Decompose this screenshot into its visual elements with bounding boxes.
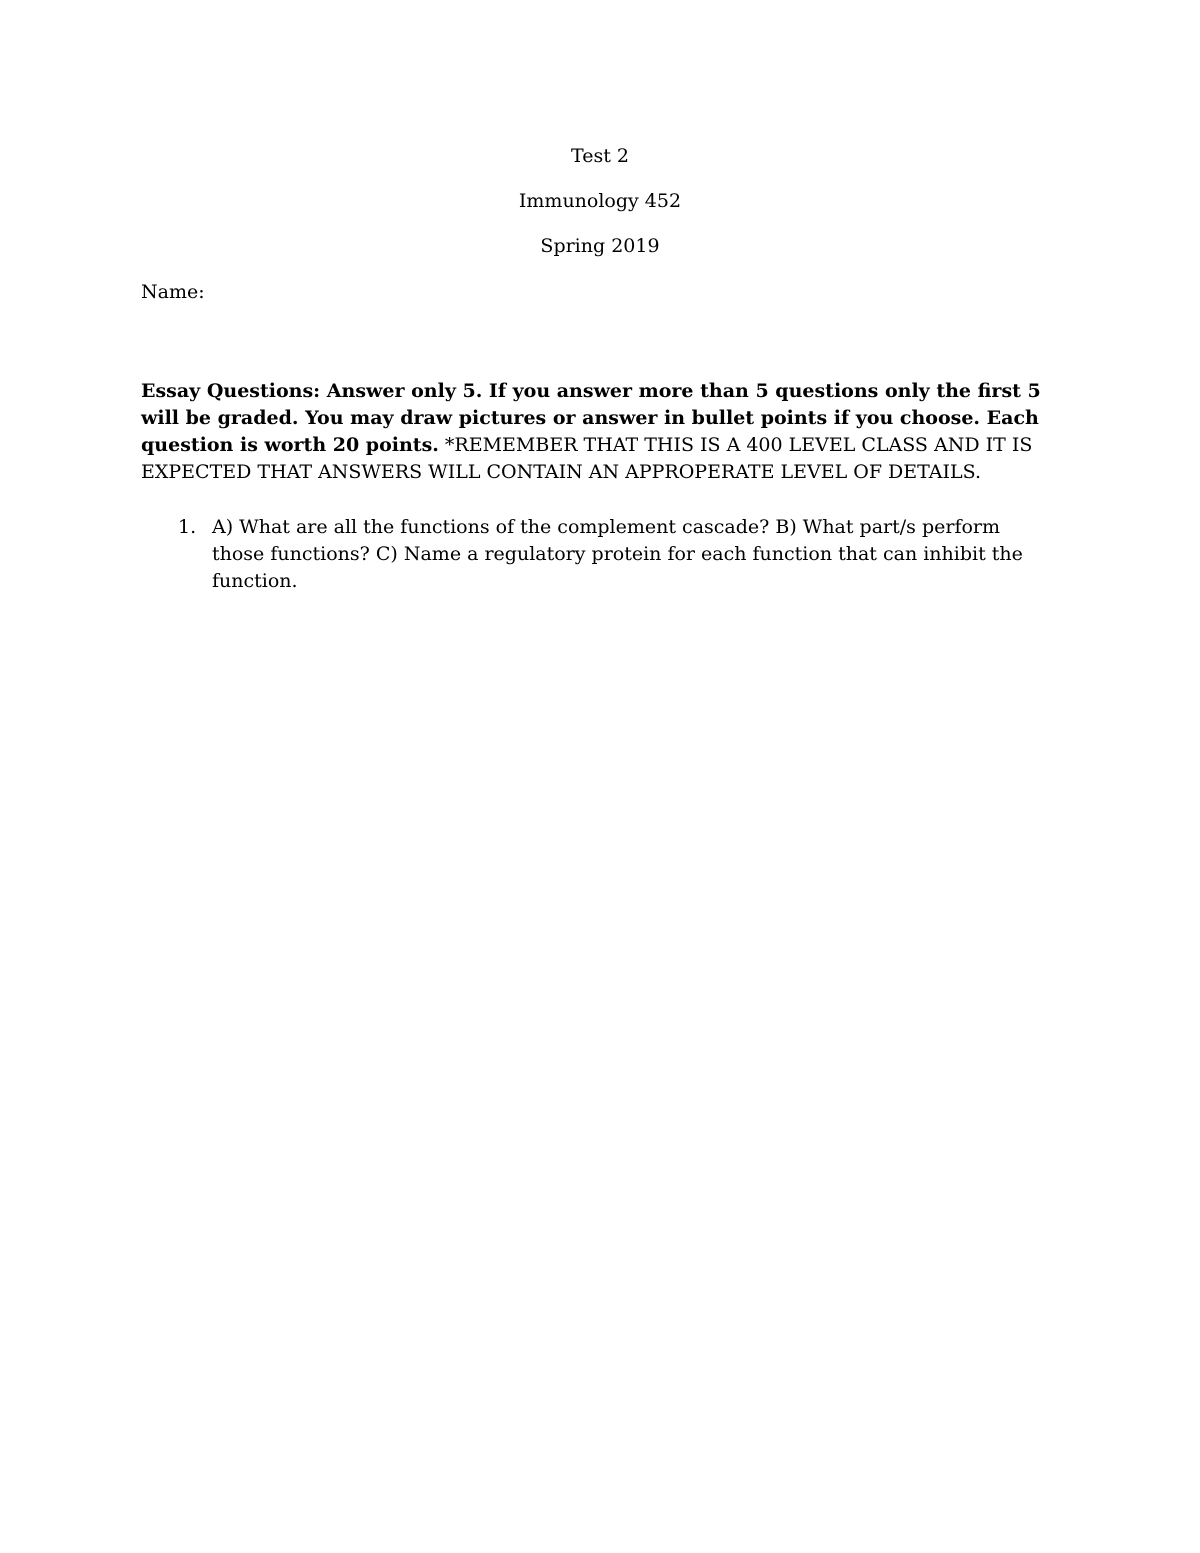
list-item	[141, 514, 1056, 595]
question-list	[141, 514, 1056, 595]
course-name: Immunology 452	[518, 190, 682, 212]
name-label: Name:	[141, 281, 205, 303]
instructions-paragraph	[141, 378, 1056, 486]
instructions-regular-text: *REMEMBER THAT THIS IS A 400 LEVEL CLASS AND IT IS EXPECTED THAT ANSWERS WILL CONTAIN AN APPROPERATE LEVEL OF DETAILS.	[141, 434, 1033, 483]
question-text: A) What are all the functions of the complement cascade? B) What part/s perform those functions? C) Name a regulatory protein for each function that can inhibit the function.	[212, 516, 1023, 592]
question-number: 1.	[178, 516, 197, 538]
instructions-bold-text: Essay Questions: Answer only 5. If you answer more than 5 questions only the first 5 will be graded. You may draw pictures or answer in bullet points if you choose. Each question is worth 20 points.	[141, 380, 1041, 456]
term: Spring 2019	[540, 235, 660, 257]
test-title: Test 2	[571, 145, 629, 167]
